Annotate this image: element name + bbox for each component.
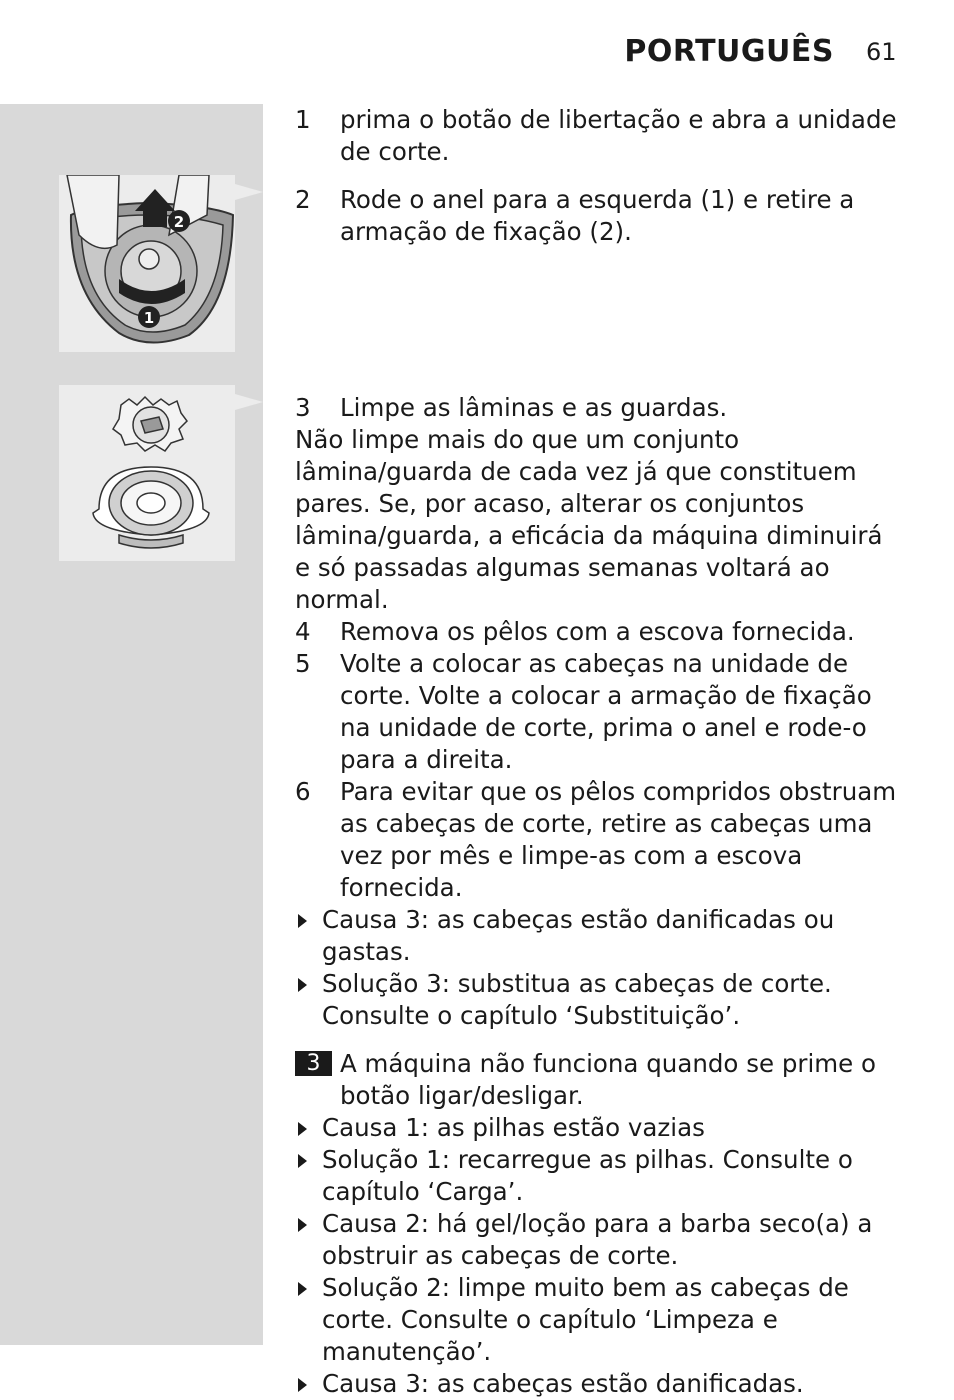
bullet-item [295, 1112, 905, 1144]
step-text: Rode o anel para a esquerda (1) e retire a armação de fixação (2). [340, 185, 855, 246]
bullet-triangle-icon [298, 978, 307, 992]
step-number: 1 [295, 105, 311, 134]
bullet-triangle-icon [298, 1218, 307, 1232]
step-number: 6 [295, 777, 311, 806]
page-number: 61 [866, 38, 897, 66]
step-number: 3 [295, 393, 311, 422]
problem-heading [295, 1048, 905, 1112]
bullet-text: Solução 1: recarregue as pilhas. Consulte o capítulo ‘Carga’. [322, 1145, 853, 1206]
step-text: prima o botão de libertação e abra a unidade de corte. [340, 105, 897, 166]
step-item [295, 776, 905, 904]
bullet-triangle-icon [298, 1154, 307, 1168]
illustration-cutter-and-guard [59, 385, 235, 561]
page-language-title: PORTUGUÊS [624, 34, 834, 69]
top-steps [295, 104, 905, 248]
main-instructions [295, 392, 905, 1400]
bullet-text: Causa 3: as cabeças estão danificadas. [322, 1369, 804, 1398]
step-number: 5 [295, 649, 311, 678]
bullet-text: Causa 1: as pilhas estão vazias [322, 1113, 705, 1142]
bullet-item [295, 904, 905, 968]
step-item [295, 616, 905, 648]
step-item [295, 184, 905, 248]
bullet-text: Solução 2: limpe muito bem as cabeças de corte. Consulte o capítulo ‘Limpeza e manutenção’. [322, 1273, 849, 1366]
illustration-pointer-1 [235, 184, 263, 200]
step-1-label: 1 [143, 309, 155, 327]
step-2-label: 2 [173, 213, 185, 231]
step-item [295, 392, 905, 424]
bullet-item [295, 1272, 905, 1368]
bullet-text: Causa 3: as cabeças estão danificadas ou gastas. [322, 905, 835, 966]
bullet-text: Solução 3: substitua as cabeças de corte. Consulte o capítulo ‘Substituição’. [322, 969, 832, 1030]
illustration-remove-retaining-frame [59, 175, 235, 352]
shaver-head-rotate-diagram [59, 175, 235, 352]
illustration-pointer-2 [235, 394, 263, 410]
bullet-item [295, 1208, 905, 1272]
bullet-item [295, 968, 905, 1032]
bullet-triangle-icon [298, 1282, 307, 1296]
bullet-triangle-icon [298, 1122, 307, 1136]
step-item [295, 104, 905, 168]
step-item [295, 648, 905, 776]
bullet-text: Causa 2: há gel/loção para a barba seco(a) a obstruir as cabeças de corte. [322, 1209, 873, 1270]
step-text: Para evitar que os pêlos compridos obstruam as cabeças de corte, retire as cabeças uma vez por mês e limpe-as com a escova fornecida. [340, 777, 897, 902]
problem-number-badge: 3 [295, 1051, 332, 1076]
step-number: 4 [295, 617, 311, 646]
step-number: 2 [295, 185, 311, 214]
bullet-item [295, 1368, 905, 1400]
problem-text: A máquina não funciona quando se prime o botão ligar/desligar. [340, 1049, 876, 1110]
warning-note: Não limpe mais do que um conjunto lâmina/guarda de cada vez já que constituem pares. Se, por acaso, alterar os conjuntos lâmina/guarda, a eficácia da máquina diminuirá e só passadas algumas semanas voltará ao normal. [295, 425, 883, 614]
cutter-guard-diagram [59, 385, 235, 561]
bullet-triangle-icon [298, 914, 307, 928]
bullet-item [295, 1144, 905, 1208]
step-text: Remova os pêlos com a escova fornecida. [340, 617, 855, 646]
step-text: Limpe as lâminas e as guardas. [340, 393, 728, 422]
bullet-triangle-icon [298, 1378, 307, 1392]
step-text: Volte a colocar as cabeças na unidade de corte. Volte a colocar a armação de fixação na unidade de corte, prima o anel e rode-o para a direita. [340, 649, 872, 774]
